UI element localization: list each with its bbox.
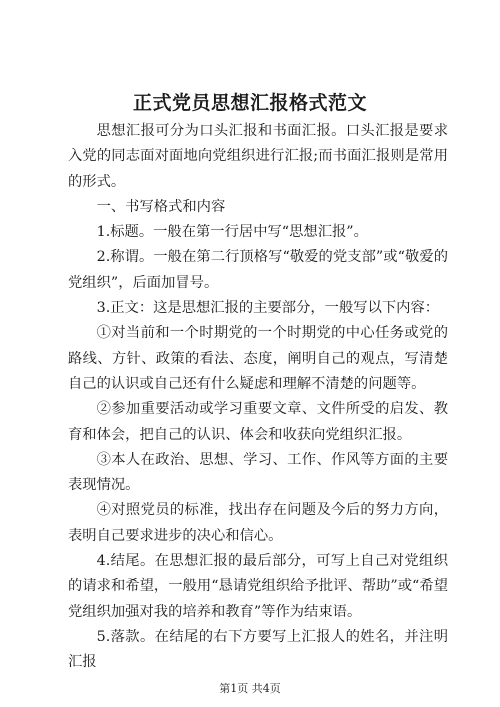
paragraph-title-rule: 1.标题。一般在第一行居中写“思想汇报”。 (96, 224, 368, 241)
section-heading: 一、书写格式和内容 (96, 198, 226, 215)
paragraph-body-rule: 3.正文：这是思想汇报的主要部分，一般写以下内容： (96, 300, 440, 317)
paragraph-item-3: ③本人在政治、思想、学习、工作、作风等方面的主要表现情况。 (68, 451, 448, 494)
paragraph-item-4: ④对照党员的标准，找出存在问题及今后的努力方向，表明自己要求进步的决心和信心。 (68, 502, 448, 544)
paragraph-item-2: ②参加重要活动或学习重要文章、文件所受的启发、教育和体会，把自己的认识、体会和收获向党组织汇报。 (68, 401, 448, 443)
document-body (68, 119, 448, 676)
paragraph-item-1: ①对当前和一个时期党的一个时期党的中心任务或党的路线、方针、政策的看法、态度，阐明自己的观点，写清楚自己的认识或自己还有什么疑虑和理解不清楚的问题等。 (68, 325, 448, 392)
paragraph-ending-rule: 4.结尾。在思想汇报的最后部分，可写上自己对党组织的请求和希望，一般用“恳请党组织给予批评、帮助”或“希望党组织加强对我的培养和教育”等作为结束语。 (68, 553, 448, 620)
paragraph-intro: 思想汇报可分为口头汇报和书面汇报。口头汇报是要求入党的同志面对面地向党组织进行汇报;而书面汇报则是常用的形式。 (68, 123, 448, 190)
page-number-footer: 第1页 共4页 (219, 682, 281, 695)
paragraph-salutation-rule: 2.称谓。一般在第二行顶格写“敬爱的党支部”或“敬爱的党组织”，后面加冒号。 (68, 249, 448, 291)
document-title: 正式党员思想汇报格式范文 (132, 92, 367, 114)
paragraph-signature-rule: 5.落款。在结尾的右下方要写上汇报人的姓名，并注明汇报 (68, 628, 448, 671)
